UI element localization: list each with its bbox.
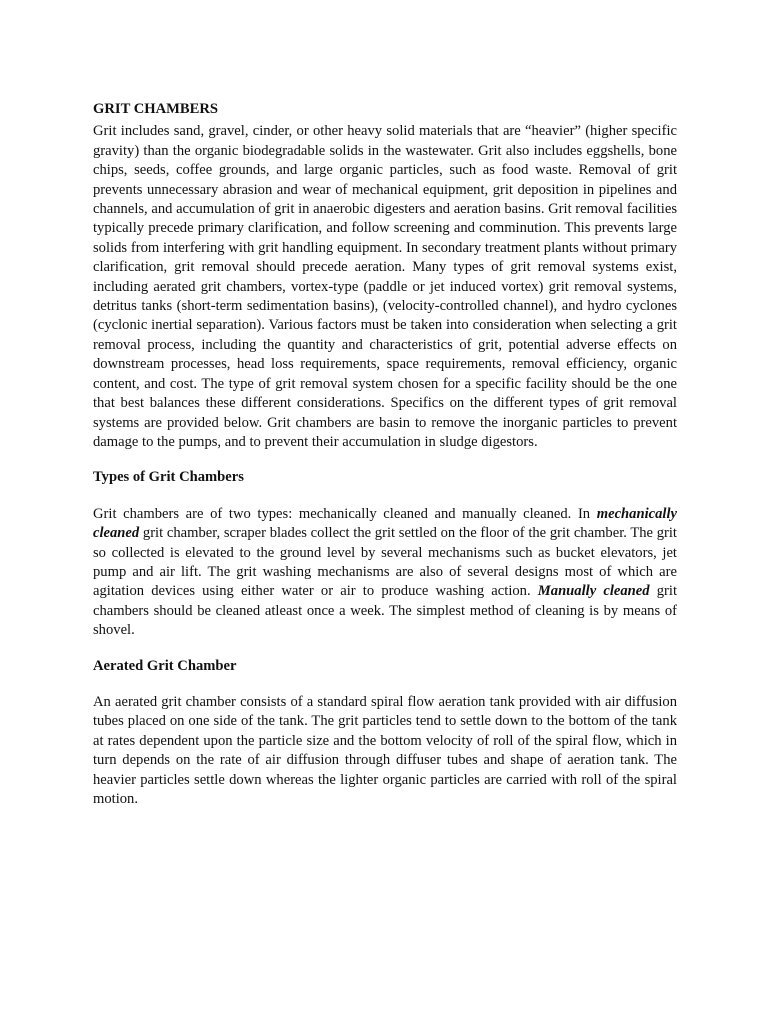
paragraph-types-of-grit-chambers [93, 505, 677, 641]
heading-aerated-grit-chamber: Aerated Grit Chamber [93, 657, 237, 674]
term-manually-cleaned: Manually cleaned [537, 583, 650, 600]
types-text-part-1: Grit chambers are of two types: mechanically cleaned and manually cleaned. In [93, 505, 597, 522]
types-text-part-3: grit chambers should be cleaned atleast once a week. The simplest method of cleaning is by means of shovel. [93, 583, 677, 639]
section-aerated-grit-chamber [93, 657, 677, 810]
term-mechanically-cleaned: mechanically cleaned [93, 505, 677, 542]
section-grit-chambers [93, 100, 677, 452]
paragraph-aerated-grit-chamber: An aerated grit chamber consists of a standard spiral flow aeration tank provided with air diffusion tubes placed on one side of the tank. The grit particles tend to settle down to the bottom of the tank at rates dependent upon the particle size and the bottom velocity of roll of the spiral flow, which in turn depends on the rate of air diffusion through diffuser tubes and shape of aeration tank. The heavier particles settle down whereas the lighter organic particles are carried with roll of the spiral motion. [93, 693, 677, 807]
types-text-part-2: grit chamber, scraper blades collect the grit settled on the floor of the grit chamber. The grit so collected is elevated to the ground level by several mechanisms such as bucket elevators, jet pump and air lift. The grit washing mechanisms are also of several designs most of which are agitation devices using either water or air to produce washing action. [93, 525, 677, 600]
document-page [93, 100, 677, 809]
heading-grit-chambers: GRIT CHAMBERS [93, 101, 219, 117]
paragraph-grit-chambers: Grit includes sand, gravel, cinder, or other heavy solid materials that are “heavier” (higher specific gravity) than the organic biodegradable solids in the wastewater. Grit also includes eggshells, bone chips, seeds, coffee grounds, and large organic particles, such as food waste. Removal of grit prevents unnecessary abrasion and wear of mechanical equipment, grit deposition in pipelines and channels, and accumulation of grit in anaerobic digesters and aeration basins. Grit removal facilities typically precede primary clarification, and follow screening and comminution. This prevents large solids from interfering with grit handling equipment. In secondary treatment plants without primary clarification, grit removal should precede aeration. Many types of grit removal systems exist, including aerated grit chambers, vortex-type (paddle or jet induced vortex) grit removal systems, detritus tanks (short-term sedimentation basins), (velocity-controlled channel), and hydro cyclones (cyclonic inertial separation). Various factors must be taken into consideration when selecting a grit removal process, including the quantity and characteristics of grit, potential adverse effects on downstream processes, head loss requirements, space requirements, removal efficiency, organic content, and cost. The type of grit removal system chosen for a specific facility should be the one that best balances these different considerations. Specifics on the different types of grit removal systems are provided below. Grit chambers are basin to remove the inorganic particles to prevent damage to the pumps, and to prevent their accumulation in sludge digestors. [93, 123, 677, 450]
section-types-of-grit-chambers [93, 468, 677, 640]
heading-types-of-grit-chambers: Types of Grit Chambers [93, 469, 244, 486]
